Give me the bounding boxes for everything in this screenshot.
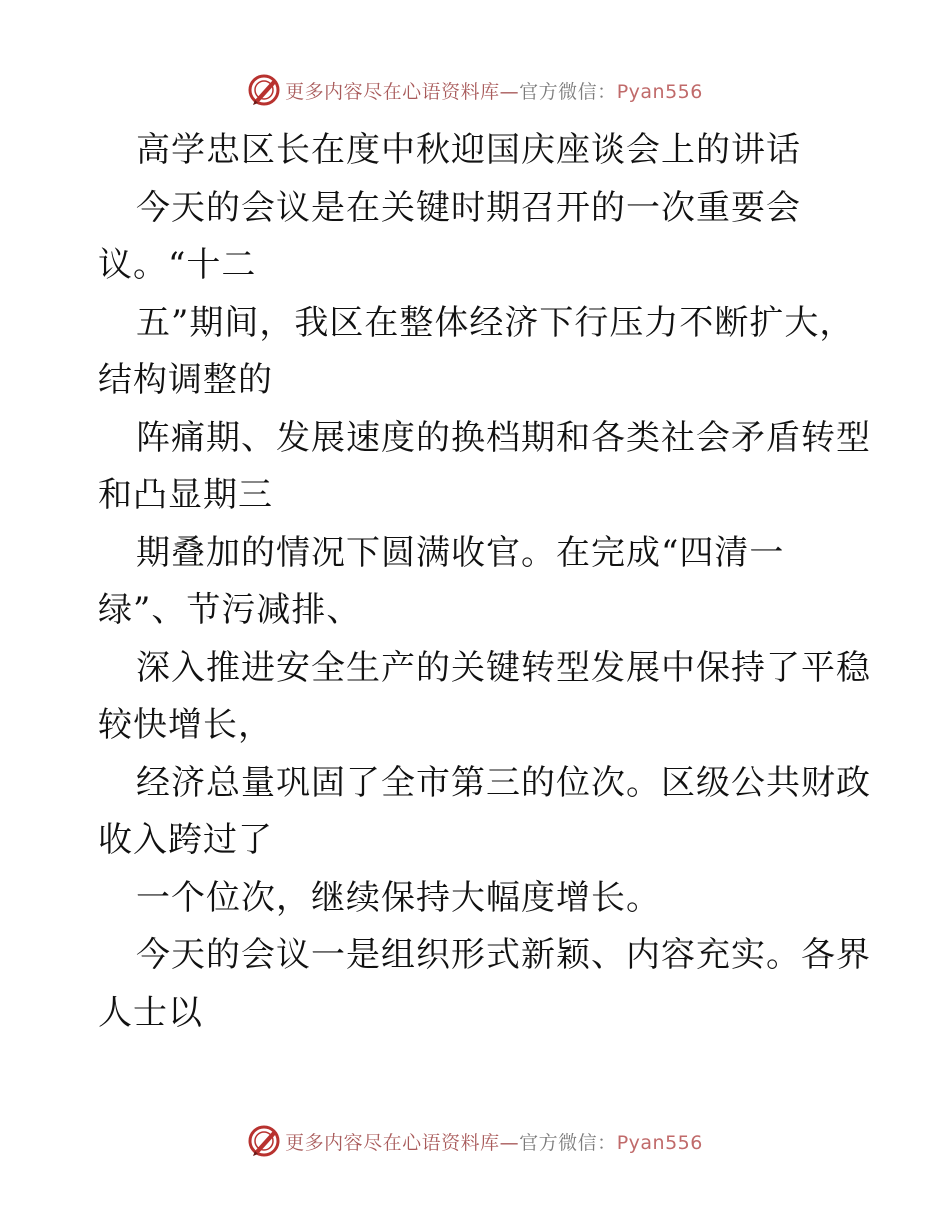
document-line: 绿”、节污减排、	[98, 590, 362, 630]
document-line: 议。“十二	[98, 245, 257, 285]
watermark-wechat-label: 官方微信：	[519, 80, 617, 103]
watermark-promo-text: 更多内容尽在心语资料库	[285, 1131, 500, 1154]
document-line: 今天的会议是在关键时期召开的一次重要会	[136, 187, 801, 228]
document-line: 五”期间，我区在整体经济下行压力不断扩大，	[136, 302, 855, 343]
footer-watermark-banner	[0, 1121, 950, 1161]
watermark-text	[285, 77, 703, 104]
document-line: 收入跨过了	[98, 820, 273, 860]
watermark-separator: —	[499, 80, 520, 103]
document-body	[98, 122, 871, 1042]
watermark-promo-text: 更多内容尽在心语资料库	[285, 80, 500, 103]
document-line: 结构调整的	[98, 360, 273, 400]
red-ink-pen-seal-icon	[247, 73, 281, 107]
document-line: 人士以	[98, 992, 203, 1033]
document-line: 较快增长，	[98, 705, 273, 745]
document-line: 和凸显期三	[98, 475, 273, 515]
watermark-separator: —	[499, 1131, 520, 1154]
header-watermark-banner	[0, 70, 950, 110]
document-line: 期叠加的情况下圆满收官。在完成“四清一	[136, 532, 785, 573]
watermark-text	[285, 1128, 703, 1155]
watermark-wechat-id: Pyan556	[616, 1131, 703, 1154]
watermark-wechat-label: 官方微信：	[519, 1131, 617, 1154]
document-line: 今天的会议一是组织形式新颖、内容充实。各界	[136, 935, 871, 975]
document-line: 深入推进安全生产的关键转型发展中保持了平稳	[136, 647, 871, 688]
document-title-line: 高学忠区长在度中秋迎国庆座谈会上的讲话	[136, 130, 801, 170]
document-line: 阵痛期、发展速度的换档期和各类社会矛盾转型	[136, 417, 871, 458]
document-line: 经济总量巩固了全市第三的位次。区级公共财政	[136, 762, 871, 803]
watermark-wechat-id: Pyan556	[616, 80, 703, 103]
document-line: 一个位次，继续保持大幅度增长。	[136, 877, 661, 918]
red-ink-pen-seal-icon	[247, 1124, 281, 1158]
